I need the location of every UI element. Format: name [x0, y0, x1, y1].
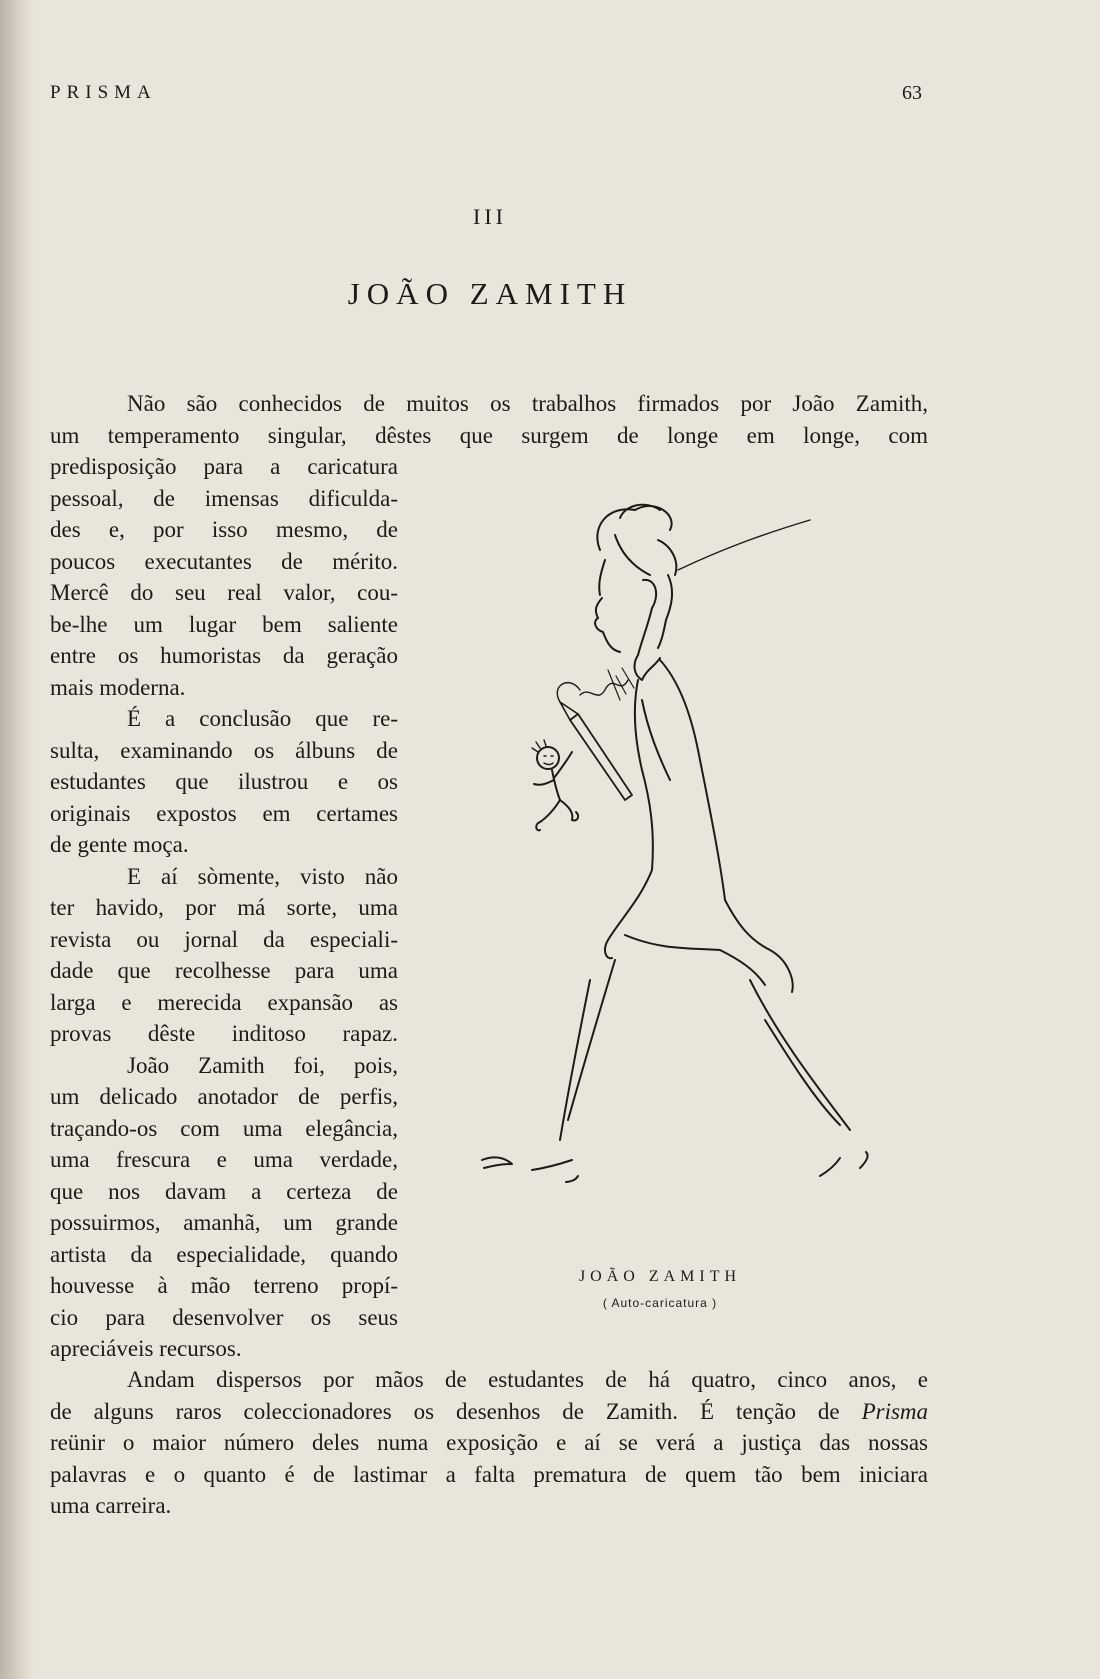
text-line: provas dêste inditoso rapaz. — [50, 1021, 398, 1046]
text-line: João Zamith foi, pois, — [127, 1052, 398, 1078]
small-figure-head — [537, 747, 559, 769]
jaw — [638, 608, 652, 655]
text-line: be-lhe um lugar bem saliente — [50, 611, 398, 637]
text-line: de gente moça. — [50, 832, 189, 857]
text-line: reünir o maior número deles numa exposição e aí se verá a justiça das nossas — [50, 1430, 928, 1455]
text-line: uma carreira. — [50, 1493, 172, 1518]
text-line: traçando-os com uma elegância, — [50, 1115, 398, 1141]
text-line: ter havido, por má sorte, uma — [50, 895, 398, 920]
small-figure-face — [544, 756, 553, 765]
leg-front — [568, 960, 615, 1120]
foot-tip — [566, 1176, 578, 1182]
closing-paragraph — [50, 1364, 928, 1522]
text-line: E aí sòmente, visto não — [127, 863, 398, 889]
text-line: revista ou jornal da especiali- — [50, 926, 398, 952]
pen-body — [570, 714, 632, 800]
text-line: houvesse à mão terreno propí- — [50, 1273, 398, 1298]
page-binding-shadow — [0, 0, 34, 1679]
text-line: uma frescura e uma verdade, — [50, 1147, 398, 1172]
head-outline — [599, 560, 605, 595]
small-figure-leg-2 — [560, 800, 578, 820]
foot-line — [532, 1160, 572, 1170]
hair-stroke — [597, 506, 671, 550]
text-line: É a conclusão que re- — [127, 706, 398, 731]
text-line: sulta, examinando os álbuns de — [50, 737, 398, 763]
text-line: cio para desenvolver os seus — [50, 1304, 398, 1330]
text-line: predisposição para a caricatura — [50, 454, 398, 479]
self-caricature-drawing — [420, 480, 940, 1260]
section-number: III — [473, 204, 507, 229]
text-line: possuirmos, amanhã, um grande — [50, 1210, 398, 1235]
text-line: Andam dispersos por mãos de estudantes de há quatro, cinco anos, e — [127, 1367, 928, 1392]
leg-back-2 — [765, 1020, 840, 1125]
pen-cap — [557, 683, 580, 702]
foot-back — [820, 1158, 840, 1176]
intro-paragraph — [50, 388, 928, 451]
small-figure-legs — [536, 800, 560, 830]
arm — [642, 700, 670, 780]
ear — [643, 580, 656, 608]
text-line: poucos executantes de mérito. — [50, 548, 398, 574]
pen-tip — [560, 702, 578, 720]
text-line: artista da especialidade, quando — [50, 1241, 398, 1267]
text-line: larga e merecida expansão as — [50, 989, 398, 1015]
text-line: entre os humoristas da geração — [50, 643, 398, 668]
text-line: mais moderna. — [50, 674, 186, 700]
text-line: que nos davam a certeza de — [50, 1178, 398, 1204]
coat-front — [605, 870, 652, 958]
page-number: 63 — [902, 82, 922, 104]
small-figure-arm-2 — [534, 780, 554, 785]
text-line: apreciáveis recursos. — [50, 1336, 242, 1361]
text-line: dade que recolhesse para uma — [50, 958, 398, 983]
coat-hem — [625, 935, 765, 985]
text-fragment: de alguns raros coleccionadores os desenhos de Zamith. É tenção de — [50, 1398, 840, 1424]
face-profile — [595, 598, 620, 652]
text-line: Mercê do seu real valor, cou- — [50, 580, 398, 605]
collar — [635, 655, 660, 680]
text-line: estudantes que ilustrou e os — [50, 769, 398, 794]
hair-stroke — [615, 535, 650, 575]
running-title: PRISMA — [50, 82, 157, 103]
scribble — [580, 680, 628, 695]
article-title: JOÃO ZAMITH — [347, 276, 633, 311]
text-line: pessoal, de imensas dificulda- — [50, 485, 398, 511]
foot-back-2 — [860, 1152, 868, 1168]
figure-caption-name: JOÃO ZAMITH — [578, 1268, 742, 1285]
hair-stroke — [658, 540, 676, 575]
foot-front — [482, 1157, 512, 1168]
leg-back — [750, 980, 850, 1130]
text-line: originais expostos em certames — [50, 800, 398, 826]
italic-magazine-name: Prisma — [861, 1398, 929, 1424]
text-line: um delicado anotador de perfis, — [50, 1084, 398, 1109]
text-line — [50, 1396, 928, 1428]
figure-caption-subtitle: ( Auto-caricatura ) — [602, 1296, 718, 1310]
text-line: um temperamento singular, dêstes que surgem de longe em longe, com — [50, 422, 928, 448]
column-paragraphs — [50, 451, 398, 1365]
text-line: des e, por isso mesmo, de — [50, 517, 398, 542]
back-head — [658, 575, 672, 648]
text-line: palavras e o quanto é de lastimar a falta prematura de quem tão bem iniciara — [50, 1461, 928, 1487]
text-line: Não são conhecidos de muitos os trabalhos firmados por João Zamith, — [127, 391, 928, 416]
hair-trail — [678, 520, 810, 570]
